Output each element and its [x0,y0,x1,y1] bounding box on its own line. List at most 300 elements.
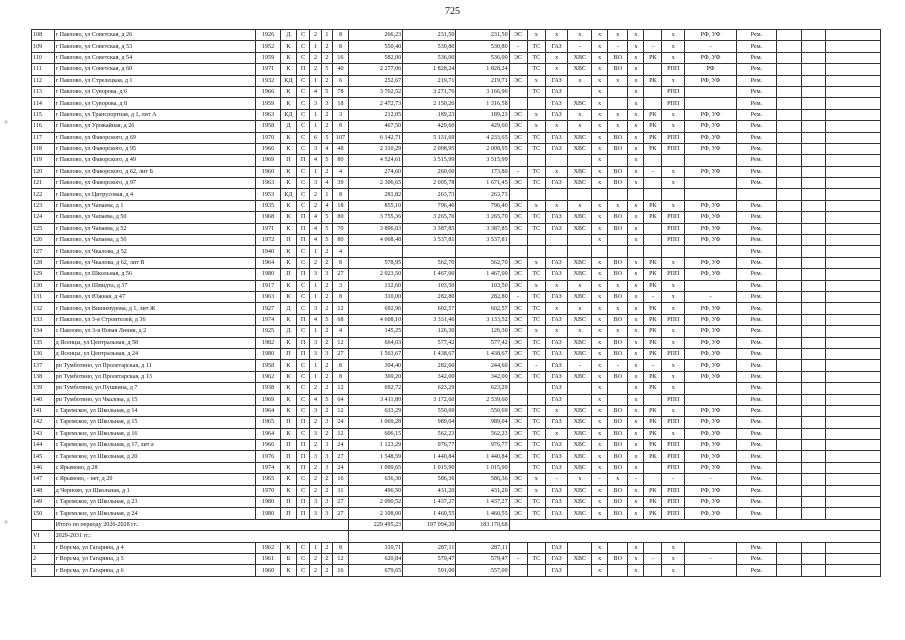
table-cell: х [527,257,545,268]
table-cell: Рем. [737,246,777,257]
table-cell: РПП [662,451,685,462]
table-cell: Д [281,121,297,132]
table-cell: 8 [333,291,349,302]
table-cell: 109 [32,41,55,52]
table-cell: Рем. [737,542,777,553]
table-cell: х [592,121,608,132]
table-cell: 2 [321,121,332,132]
table-cell: 5 [321,314,332,325]
table-cell: РК [644,257,662,268]
table-cell: 1959 [256,52,281,63]
table-cell: Рем. [737,326,777,337]
table-cell: ТС [527,497,545,508]
table-cell [527,542,545,553]
table-cell: ГАЗ [545,383,568,394]
address-cell: г Павлово, ул Чкалова, д 62, лит В [54,257,255,268]
table-cell: 27 [333,269,349,280]
table-cell [801,360,826,371]
address-cell: с Ярымово, - нет, д 20 [54,474,255,485]
table-cell: 133 [32,314,55,325]
table-cell: ЭС [509,485,527,496]
table-cell: РК [644,75,662,86]
table-cell: РФ, УФ [685,75,737,86]
table-cell [685,189,737,200]
table-cell: х [592,223,608,234]
table-cell: С [296,121,310,132]
table-row [32,326,881,337]
table-cell: Рем. [737,485,777,496]
table-cell: 1964 [256,405,281,416]
table-cell: 1980 [256,269,281,280]
table-cell: К [281,280,297,291]
table-cell: х [662,280,685,291]
table-cell: Рем. [737,121,777,132]
table-cell: 80 [333,235,349,246]
table-cell: 2 [321,326,332,337]
table-cell: 2 [321,52,332,63]
table-cell: РФ, УФ [685,121,737,132]
table-cell: РПП [662,132,685,143]
table-cell: х [527,200,545,211]
table-cell: х [608,474,628,485]
table-cell: 2 [321,371,332,382]
table-cell: 124 [32,212,55,223]
table-cell [776,280,801,291]
table-cell: 6 [310,132,321,143]
table-cell [826,303,881,314]
table-cell: 1963 [256,109,281,120]
table-cell: х [608,326,628,337]
table-cell [826,132,881,143]
table-cell: 1980 [256,348,281,359]
table-cell: 1 [310,371,321,382]
table-cell: К [281,246,297,257]
table-cell [801,257,826,268]
table-row [32,246,881,257]
table-cell [568,246,592,257]
table-cell: ВО [608,291,628,302]
table-cell: Рем. [737,269,777,280]
table-cell [801,440,826,451]
table-cell: 2 [310,485,321,496]
table-cell [776,291,801,302]
table-cell [776,41,801,52]
table-cell: ТС [527,132,545,143]
table-cell: РФ, УФ [685,428,737,439]
table-cell: 3 [333,280,349,291]
table-cell: 136 [32,348,55,359]
table-cell: х [628,303,644,314]
table-cell [801,143,826,154]
table-cell: 219,71 [456,75,509,86]
table-cell [826,269,881,280]
table-cell: Рем. [737,428,777,439]
address-cell: г Павлово, ул Чапаева, д 50 [54,212,255,223]
table-cell: 3 411,80 [348,394,402,405]
table-cell [527,155,545,166]
table-cell [662,246,685,257]
table-cell [644,565,662,576]
table-cell: К [281,223,297,234]
table-cell [776,132,801,143]
table-cell [608,542,628,553]
table-cell [527,235,545,246]
table-cell: 111 [32,64,55,75]
table-cell: К [281,474,297,485]
table-cell: 149 [32,497,55,508]
table-cell: С [296,30,310,41]
table-cell: 1963 [256,178,281,189]
table-cell: К [281,166,297,177]
table-cell: 3 133,52 [456,314,509,325]
address-cell: г Павлово, ул Фаворского, д 95 [54,143,255,154]
table-cell: 12 [333,405,349,416]
table-cell [826,474,881,485]
table-cell: 577,42 [403,337,456,348]
table-cell: 1982 [256,337,281,348]
table-cell: 1 [310,246,321,257]
table-cell: 606,15 [348,428,402,439]
table-cell [826,405,881,416]
table-cell: х [628,75,644,86]
table-cell: х [545,121,568,132]
table-cell: ВО [608,417,628,428]
table-cell: х [628,212,644,223]
table-cell: ЭС [509,143,527,154]
table-row [32,291,881,302]
table-cell: 1 [310,360,321,371]
table-cell [826,121,881,132]
table-cell: ГАЗ [545,542,568,553]
table-row [32,64,881,75]
table-cell: РК [644,451,662,462]
table-cell: 1974 [256,462,281,473]
table-cell: ХВС [568,337,592,348]
table-cell: 4 [310,212,321,223]
table-cell: П [296,417,310,428]
table-cell: 127 [32,246,55,257]
table-cell: ХВС [568,553,592,564]
table-cell: 1 440,84 [403,451,456,462]
table-cell [776,451,801,462]
table-cell: 1 460,55 [403,508,456,519]
table-cell: х [662,303,685,314]
table-cell: 557,00 [456,565,509,576]
table-cell: К [281,143,297,154]
table-cell: Рем. [737,98,777,109]
table-cell: 3 [310,303,321,314]
table-cell: ТС [527,178,545,189]
table-cell: 3 [310,143,321,154]
table-cell: К [281,178,297,189]
table-cell: 8 [333,257,349,268]
table-cell [826,257,881,268]
table-cell: 2 [321,109,332,120]
table-cell: РПП [662,212,685,223]
table-cell: 1 467,00 [403,269,456,280]
table-cell: 1980 [256,497,281,508]
table-cell [801,348,826,359]
address-cell: г Павлово, ул Фаворского, д 69 [54,132,255,143]
table-cell [776,200,801,211]
table-cell: КД [281,109,297,120]
address-cell: г Павлово, ул Фаворского, д 62, лит Б [54,166,255,177]
table-cell: РК [644,269,662,280]
table-row [32,462,881,473]
table-cell: ЭС [509,440,527,451]
table-cell: 244,60 [456,360,509,371]
table-row [32,166,881,177]
table-cell: 27 [333,451,349,462]
table-cell: 122 [32,189,55,200]
table-row [32,200,881,211]
table-cell: 5 [321,64,332,75]
table-cell [776,86,801,97]
table-cell: 1932 [256,75,281,86]
table-cell: С [296,405,310,416]
table-cell: 4 233,65 [456,132,509,143]
table-cell: Рем. [737,474,777,485]
table-cell: П [281,508,297,519]
table-cell [801,485,826,496]
table-cell: РК [644,212,662,223]
table-cell: ВО [608,371,628,382]
table-cell: РПП [662,440,685,451]
table-cell: ЭС [509,314,527,325]
table-cell: х [628,508,644,519]
table-cell: РК [644,348,662,359]
address-cell: с Таремское, ул Школьная, д 17, лит а [54,440,255,451]
table-cell: х [628,269,644,280]
table-cell: 219,71 [403,75,456,86]
table-cell [776,98,801,109]
table-cell: 4 524,61 [348,155,402,166]
table-cell: К [281,542,297,553]
table-cell: ТС [527,553,545,564]
table-cell: 4 [310,394,321,405]
table-cell: 3 762,52 [348,86,402,97]
table-cell: РФ, УФ [685,405,737,416]
table-cell: ГАЗ [545,462,568,473]
table-cell: х [568,30,592,41]
table-cell: ЭС [509,326,527,337]
table-row [32,86,881,97]
table-cell: ГАЗ [545,360,568,371]
table-cell: ГАЗ [545,41,568,52]
table-cell: х [545,405,568,416]
table-cell: ЭС [509,200,527,211]
table-cell: Рем. [737,30,777,41]
table-cell: ЭС [509,75,527,86]
table-cell: Б [281,553,297,564]
table-cell: ХВС [568,348,592,359]
table-cell: 4 [321,200,332,211]
table-cell: - [662,474,685,485]
table-cell: ВО [608,508,628,519]
table-cell [662,155,685,166]
table-cell [644,86,662,97]
table-cell: 4 [310,314,321,325]
table-cell: 1 015,90 [403,462,456,473]
address-cell: г Павлово, ул Школьная, д 56 [54,269,255,280]
table-cell: РК [644,337,662,348]
table-cell: Рем. [737,235,777,246]
table-cell: 2 [321,303,332,314]
table-cell: х [628,30,644,41]
table-row [32,280,881,291]
table-cell: - [644,166,662,177]
table-cell [801,371,826,382]
table-cell: 282,80 [403,291,456,302]
table-cell [826,348,881,359]
table-cell: 118 [32,143,55,154]
table-cell: ЭС [509,269,527,280]
table-cell: Рем. [737,508,777,519]
table-cell: х [608,200,628,211]
page-number: 725 [445,6,460,17]
table-cell: ТС [527,451,545,462]
table-cell: РФ, УФ [685,200,737,211]
table-cell: 212,05 [348,109,402,120]
table-cell: ТС [527,348,545,359]
table-cell [826,553,881,564]
table-cell: ГАЗ [545,132,568,143]
table-cell: х [592,30,608,41]
table-cell [801,41,826,52]
table-cell: 369,20 [348,371,402,382]
table-cell [826,189,881,200]
table-cell: П [281,155,297,166]
table-cell: 2 [310,64,321,75]
table-cell: 1935 [256,200,281,211]
table-cell: 4 [333,246,349,257]
table-cell: РФ, УФ [685,371,737,382]
table-cell: 1969 [256,155,281,166]
table-cell: 80 [333,212,349,223]
table-cell: 39 [333,178,349,189]
table-cell: х [527,280,545,291]
table-cell: 579,47 [403,553,456,564]
table-cell: Рем. [737,178,777,189]
table-cell: Рем. [737,497,777,508]
table-cell: 3 [321,417,332,428]
table-cell: 3 [321,440,332,451]
address-cell: г Павлово, ул Советская, д 60 [54,64,255,75]
table-cell: х [592,553,608,564]
table-cell: ХВС [568,508,592,519]
table-cell [545,155,568,166]
table-cell [644,235,662,246]
table-cell: С [296,280,310,291]
table-cell: 2 [310,474,321,485]
table-cell [776,223,801,234]
table-cell: х [592,337,608,348]
table-cell: ЭС [509,212,527,223]
table-cell [644,246,662,257]
table-cell: 1953 [256,189,281,200]
table-cell: ХВС [568,132,592,143]
table-cell: х [545,166,568,177]
table-cell: х [628,314,644,325]
table-cell: 550,69 [456,405,509,416]
table-cell: х [568,121,592,132]
table-cell: х [662,565,685,576]
table-cell: 530,80 [403,41,456,52]
table-cell: 1 828,24 [456,64,509,75]
table-cell: 1980 [256,508,281,519]
table-cell: 2 [310,553,321,564]
table-cell [801,30,826,41]
table-cell [826,314,881,325]
table-cell: х [662,121,685,132]
table-row [32,143,881,154]
table-cell: ГАЗ [545,497,568,508]
table-cell [568,155,592,166]
table-cell [801,109,826,120]
table-cell: ГАЗ [545,109,568,120]
address-cell: с Таремское, ул Школьная, д 15 [54,417,255,428]
table-cell: 2 [321,485,332,496]
table-cell: 1966 [256,440,281,451]
table-cell: 27 [333,497,349,508]
table-cell: 16 [333,52,349,63]
table-cell: х [527,474,545,485]
table-cell: ХВС [568,269,592,280]
table-cell: 120 [32,166,55,177]
table-cell: РФ, УФ [685,451,737,462]
table-cell [826,41,881,52]
table-cell: 1 069,28 [348,417,402,428]
table-row [32,223,881,234]
table-cell [826,565,881,576]
table-cell: 692,72 [348,383,402,394]
table-cell: х [628,542,644,553]
table-cell [776,52,801,63]
table-row [32,474,881,485]
table-cell: РПП [662,223,685,234]
table-cell: К [281,485,297,496]
table-cell [801,178,826,189]
table-cell: 582,00 [348,52,402,63]
table-cell: х [608,30,628,41]
table-cell: 3 172,60 [403,394,456,405]
table-cell: 8 [333,542,349,553]
table-cell: 1 015,90 [456,462,509,473]
table-cell: ХВС [568,178,592,189]
address-cell: с Таремское, ул Школьная, д 16 [54,428,255,439]
table-cell [685,383,737,394]
table-cell: К [281,383,297,394]
table-cell [801,383,826,394]
table-cell: 2 [310,565,321,576]
table-row [32,155,881,166]
table-cell: х [628,394,644,405]
table-cell: 116 [32,121,55,132]
table-cell: ВО [608,405,628,416]
table-cell: Рем. [737,223,777,234]
table-cell: 3 387,85 [456,223,509,234]
table-cell: ТС [527,440,545,451]
table-cell: 4 [333,166,349,177]
table-cell: х [592,314,608,325]
table-cell [826,337,881,348]
table-cell: 142 [32,417,55,428]
table-cell: 24 [333,462,349,473]
table-cell: 3 [321,508,332,519]
table-cell: ТС [527,52,545,63]
table-cell [776,303,801,314]
table-cell: ГАЗ [545,565,568,576]
